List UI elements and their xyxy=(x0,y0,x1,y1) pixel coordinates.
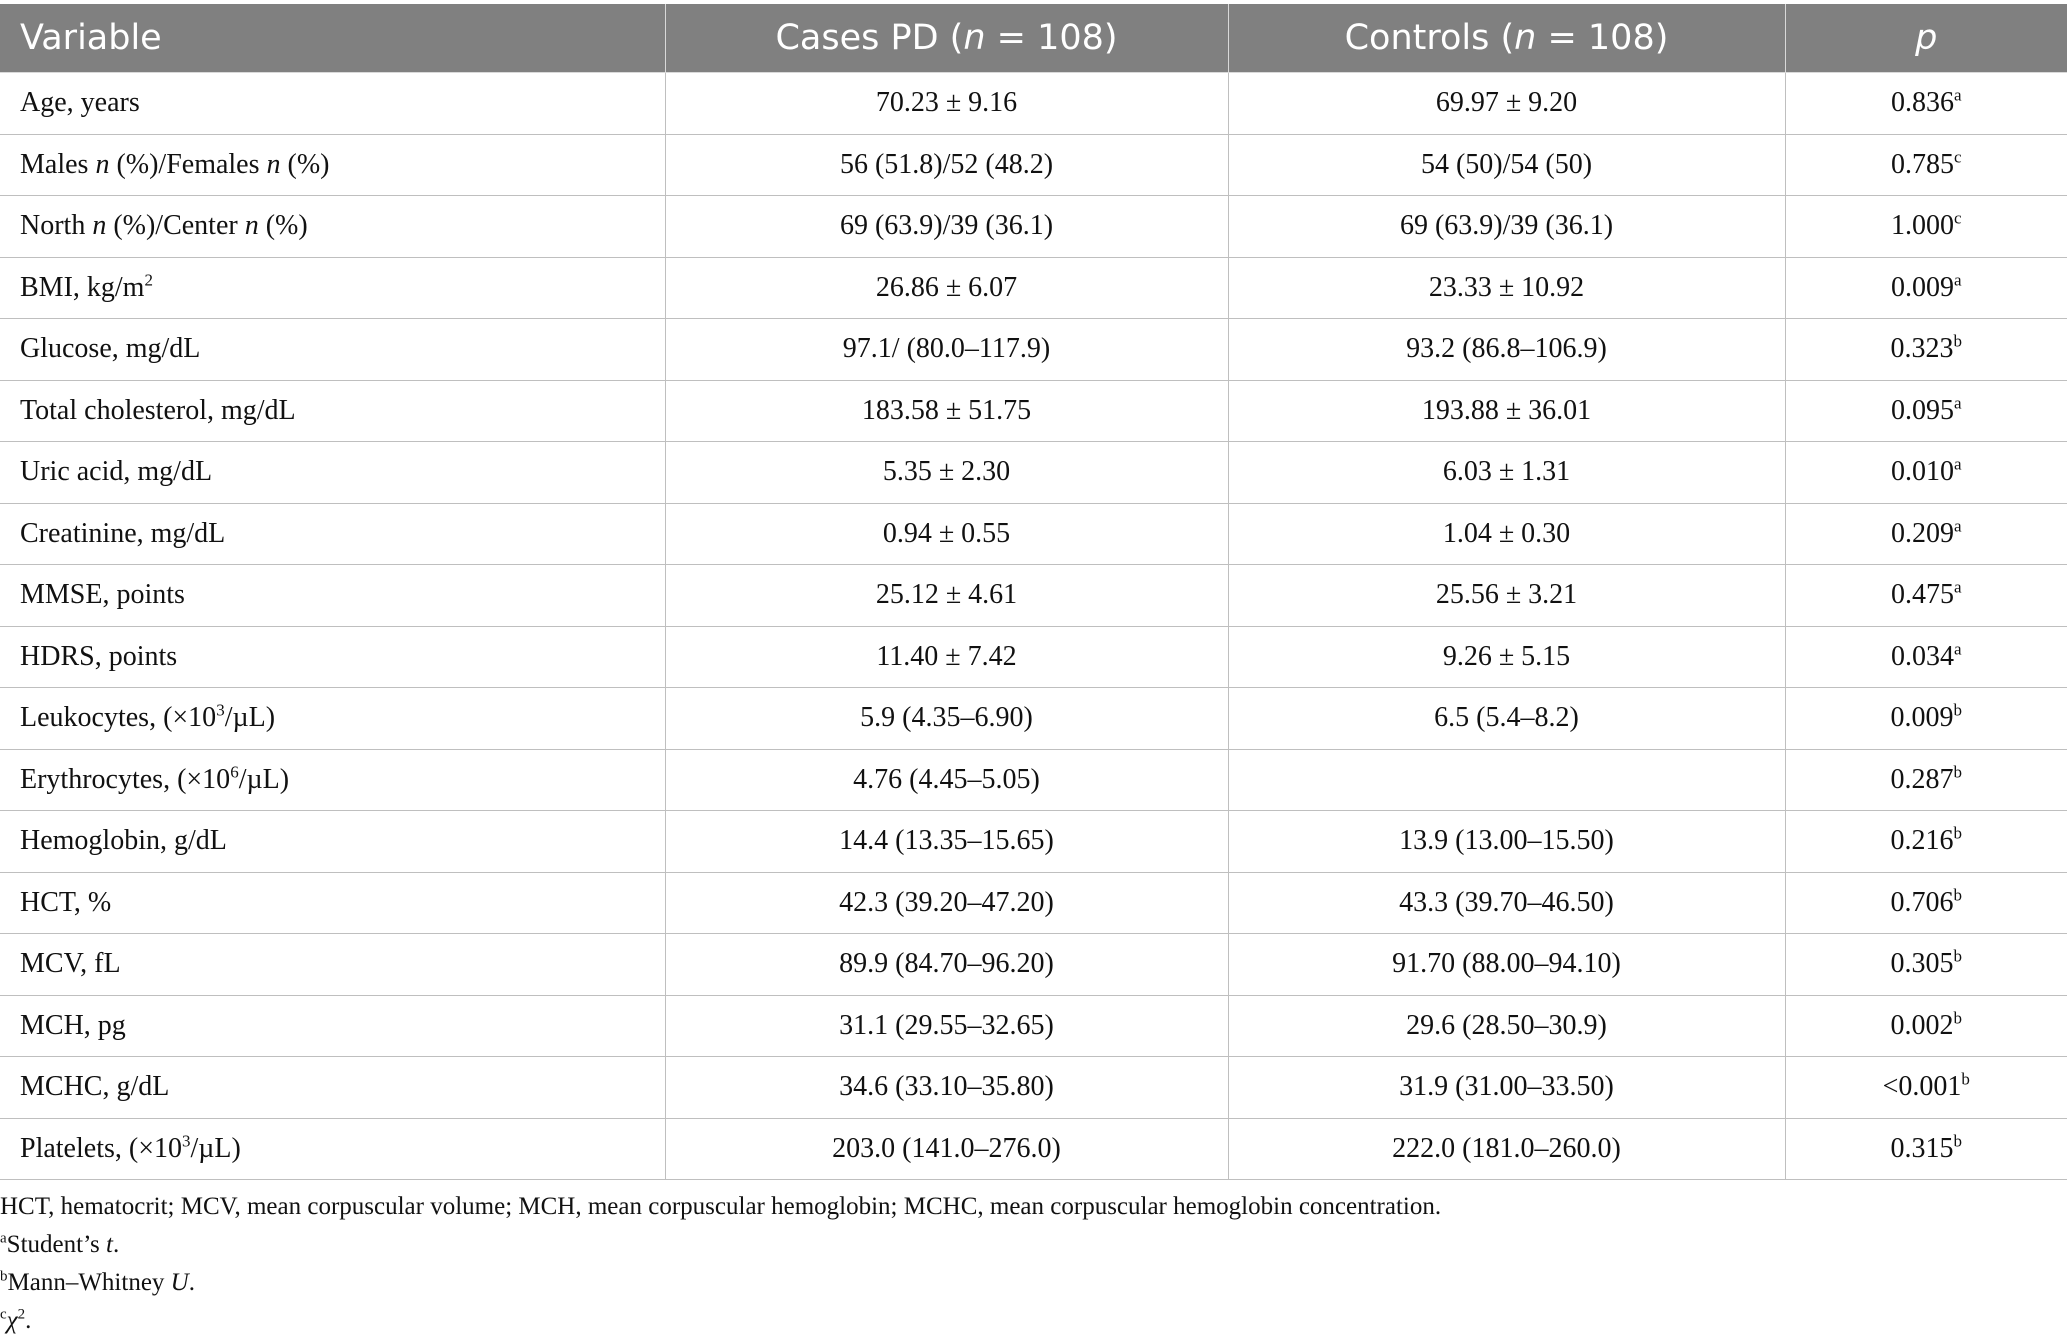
p-value-text: 0.209 xyxy=(1890,517,1954,549)
table-footnotes xyxy=(0,1188,1441,1340)
table-row xyxy=(0,380,2067,442)
p-value-test-marker: b xyxy=(1953,1131,1962,1151)
table-row xyxy=(0,688,2067,750)
cell-p-value xyxy=(1785,196,2067,258)
cell-p-value xyxy=(1785,995,2067,1057)
text-segment: HCT, % xyxy=(20,886,112,918)
cell-variable xyxy=(0,257,665,319)
p-value-text: 0.287 xyxy=(1890,763,1954,795)
p-value-test-marker: a xyxy=(1953,393,1962,413)
table-row xyxy=(0,995,2067,1057)
text-segment: HDRS, points xyxy=(20,640,178,672)
p-value-text: 0.785 xyxy=(1890,148,1954,180)
italic-text: n xyxy=(92,210,107,242)
cell-cases: 25.12 ± 4.61 xyxy=(665,565,1228,627)
text-segment: Age, years xyxy=(20,87,140,119)
text-segment: (%) xyxy=(258,210,308,242)
text-segment: Student’s xyxy=(6,1231,106,1258)
results-table xyxy=(0,4,2067,1180)
cell-variable xyxy=(0,442,665,504)
cell-controls: 6.5 (5.4–8.2) xyxy=(1228,688,1785,750)
text-segment: MMSE, points xyxy=(20,579,185,611)
italic-text: n xyxy=(244,210,259,242)
cell-p-value xyxy=(1785,134,2067,196)
table-row xyxy=(0,442,2067,504)
p-value-text: 0.315 xyxy=(1890,1132,1954,1164)
cell-variable xyxy=(0,565,665,627)
cell-controls: 13.9 (13.00–15.50) xyxy=(1228,811,1785,873)
p-value-test-marker: b xyxy=(1961,1069,1970,1089)
text-segment: /µL) xyxy=(238,763,290,795)
cell-cases: 5.35 ± 2.30 xyxy=(665,442,1228,504)
cell-cases: 89.9 (84.70–96.20) xyxy=(665,934,1228,996)
italic-text: n xyxy=(266,148,281,180)
cell-cases: 69 (63.9)/39 (36.1) xyxy=(665,196,1228,258)
p-value-text: 0.475 xyxy=(1890,579,1954,611)
cell-variable xyxy=(0,503,665,565)
cell-controls: 54 (50)/54 (50) xyxy=(1228,134,1785,196)
p-value-text: 0.836 xyxy=(1890,87,1954,119)
header-cases-n: n xyxy=(963,18,986,58)
header-controls xyxy=(1228,4,1785,73)
p-value-test-marker: b xyxy=(1953,1008,1962,1028)
header-cases xyxy=(665,4,1228,73)
cell-variable xyxy=(0,196,665,258)
cell-controls: 69.97 ± 9.20 xyxy=(1228,73,1785,135)
table-row xyxy=(0,257,2067,319)
header-variable: Variable xyxy=(0,4,665,73)
cell-controls: 23.33 ± 10.92 xyxy=(1228,257,1785,319)
text-segment: BMI, kg/m xyxy=(20,271,145,303)
cell-controls: 193.88 ± 36.01 xyxy=(1228,380,1785,442)
p-value-text: 0.009 xyxy=(1890,271,1954,303)
cell-cases: 14.4 (13.35–15.65) xyxy=(665,811,1228,873)
text-segment: Uric acid, mg/dL xyxy=(20,456,213,488)
cell-variable xyxy=(0,380,665,442)
cell-variable xyxy=(0,1057,665,1119)
header-cases-suffix: = 108) xyxy=(985,18,1118,58)
cell-cases: 11.40 ± 7.42 xyxy=(665,626,1228,688)
text-segment: . xyxy=(25,1307,32,1334)
text-segment: /µL) xyxy=(224,702,276,734)
cell-p-value xyxy=(1785,1057,2067,1119)
text-segment: Creatinine, mg/dL xyxy=(20,517,226,549)
cell-variable xyxy=(0,1118,665,1180)
text-segment: (%)/Center xyxy=(106,210,245,242)
p-value-text: 0.010 xyxy=(1890,456,1954,488)
cell-variable xyxy=(0,626,665,688)
footnote-line xyxy=(0,1302,1441,1340)
p-value-text: 0.009 xyxy=(1890,702,1954,734)
superscript: 6 xyxy=(230,762,239,782)
text-segment: MCHC, g/dL xyxy=(20,1071,170,1103)
cell-p-value xyxy=(1785,565,2067,627)
p-value-test-marker: c xyxy=(1953,208,1962,228)
p-value-text: 0.323 xyxy=(1890,333,1954,365)
cell-p-value xyxy=(1785,811,2067,873)
table-row xyxy=(0,134,2067,196)
text-segment: (%)/Females xyxy=(109,148,267,180)
table-row xyxy=(0,196,2067,258)
p-value-test-marker: b xyxy=(1953,700,1962,720)
table-row xyxy=(0,626,2067,688)
cell-p-value xyxy=(1785,749,2067,811)
table-row xyxy=(0,749,2067,811)
cell-p-value xyxy=(1785,872,2067,934)
header-controls-prefix: Controls ( xyxy=(1344,18,1515,58)
table-row xyxy=(0,934,2067,996)
cell-cases: 0.94 ± 0.55 xyxy=(665,503,1228,565)
text-segment: MCH, pg xyxy=(20,1009,126,1041)
cell-controls: 1.04 ± 0.30 xyxy=(1228,503,1785,565)
p-value-test-marker: b xyxy=(1953,823,1962,843)
cell-p-value xyxy=(1785,257,2067,319)
cell-controls xyxy=(1228,749,1785,811)
superscript: b xyxy=(0,1268,8,1285)
italic-text: t xyxy=(106,1231,113,1258)
p-value-test-marker: b xyxy=(1953,331,1962,351)
p-value-text: 0.305 xyxy=(1890,948,1954,980)
footnote-line xyxy=(0,1188,1441,1226)
table-body xyxy=(0,73,2067,1180)
text-segment: North xyxy=(20,210,93,242)
cell-cases: 34.6 (33.10–35.80) xyxy=(665,1057,1228,1119)
text-segment: MCV, fL xyxy=(20,948,121,980)
cell-p-value xyxy=(1785,626,2067,688)
p-value-text: 0.095 xyxy=(1890,394,1954,426)
cell-cases: 203.0 (141.0–276.0) xyxy=(665,1118,1228,1180)
p-value-test-marker: a xyxy=(1953,454,1962,474)
text-segment: /µL) xyxy=(190,1132,241,1164)
table-row xyxy=(0,872,2067,934)
table-row xyxy=(0,565,2067,627)
table-row xyxy=(0,1118,2067,1180)
p-value-test-marker: a xyxy=(1953,577,1962,597)
p-value-text: 0.002 xyxy=(1890,1009,1954,1041)
footnote-line xyxy=(0,1264,1441,1302)
p-value-test-marker: a xyxy=(1953,516,1962,536)
cell-variable xyxy=(0,995,665,1057)
cell-p-value xyxy=(1785,688,2067,750)
superscript: c xyxy=(0,1306,7,1323)
cell-cases: 42.3 (39.20–47.20) xyxy=(665,872,1228,934)
p-value-text: 0.706 xyxy=(1890,886,1954,918)
cell-controls: 93.2 (86.8–106.9) xyxy=(1228,319,1785,381)
cell-variable xyxy=(0,749,665,811)
cell-controls: 91.70 (88.00–94.10) xyxy=(1228,934,1785,996)
cell-p-value xyxy=(1785,73,2067,135)
table-row xyxy=(0,73,2067,135)
cell-controls: 31.9 (31.00–33.50) xyxy=(1228,1057,1785,1119)
italic-text: U xyxy=(170,1269,189,1296)
p-value-text: 0.216 xyxy=(1890,825,1954,857)
p-value-test-marker: b xyxy=(1953,885,1962,905)
text-segment: Platelets, (×10 xyxy=(20,1132,182,1164)
cell-variable xyxy=(0,934,665,996)
cell-controls: 29.6 (28.50–30.9) xyxy=(1228,995,1785,1057)
text-segment: . xyxy=(112,1231,120,1258)
table-header-row xyxy=(0,4,2067,73)
cell-variable xyxy=(0,319,665,381)
cell-variable xyxy=(0,134,665,196)
cell-p-value xyxy=(1785,1118,2067,1180)
text-segment: (%) xyxy=(280,148,330,180)
p-value-test-marker: b xyxy=(1953,946,1962,966)
cell-cases: 70.23 ± 9.16 xyxy=(665,73,1228,135)
cell-controls: 222.0 (181.0–260.0) xyxy=(1228,1118,1785,1180)
p-value-text: 0.034 xyxy=(1890,640,1954,672)
p-value-test-marker: c xyxy=(1953,147,1962,167)
footnote-line xyxy=(0,1226,1441,1264)
p-value-test-marker: a xyxy=(1953,270,1962,290)
cell-variable xyxy=(0,688,665,750)
header-controls-n: n xyxy=(1514,18,1537,58)
header-controls-suffix: = 108) xyxy=(1536,18,1669,58)
cell-cases: 183.58 ± 51.75 xyxy=(665,380,1228,442)
p-value-test-marker: a xyxy=(1953,85,1962,105)
cell-p-value xyxy=(1785,442,2067,504)
table-row xyxy=(0,1057,2067,1119)
text-segment: Erythrocytes, (×10 xyxy=(20,763,231,795)
cell-variable xyxy=(0,73,665,135)
cell-p-value xyxy=(1785,503,2067,565)
cell-controls: 69 (63.9)/39 (36.1) xyxy=(1228,196,1785,258)
cell-cases: 97.1/ (80.0–117.9) xyxy=(665,319,1228,381)
superscript: a xyxy=(0,1230,7,1247)
superscript: 3 xyxy=(181,1131,191,1151)
table-row xyxy=(0,503,2067,565)
cell-controls: 43.3 (39.70–46.50) xyxy=(1228,872,1785,934)
text-segment: Hemoglobin, g/dL xyxy=(20,825,227,857)
superscript: 2 xyxy=(144,270,153,290)
text-segment: . xyxy=(188,1269,195,1296)
cell-controls: 6.03 ± 1.31 xyxy=(1228,442,1785,504)
cell-variable xyxy=(0,872,665,934)
cell-p-value xyxy=(1785,934,2067,996)
table-row xyxy=(0,319,2067,381)
cell-p-value xyxy=(1785,380,2067,442)
text-segment: Males xyxy=(20,148,96,180)
text-segment: Mann–Whitney xyxy=(7,1269,171,1296)
cell-controls: 9.26 ± 5.15 xyxy=(1228,626,1785,688)
superscript: 3 xyxy=(216,700,225,720)
cell-p-value xyxy=(1785,319,2067,381)
cell-cases: 31.1 (29.55–32.65) xyxy=(665,995,1228,1057)
p-value-test-marker: b xyxy=(1953,762,1962,782)
header-p-value: p xyxy=(1785,4,2067,73)
text-segment: Glucose, mg/dL xyxy=(20,333,201,365)
text-segment: Total cholesterol, mg/dL xyxy=(20,394,296,426)
text-segment: Leukocytes, (×10 xyxy=(20,702,217,734)
p-value-text: <0.001 xyxy=(1882,1071,1962,1103)
header-cases-prefix: Cases PD ( xyxy=(775,18,964,58)
p-value-text: 1.000 xyxy=(1890,210,1954,242)
superscript: 2 xyxy=(17,1306,26,1323)
p-value-test-marker: a xyxy=(1953,639,1962,659)
cell-cases: 5.9 (4.35–6.90) xyxy=(665,688,1228,750)
text-segment: HCT, hematocrit; MCV, mean corpuscular volume; MCH, mean corpuscular hemoglobin; MCHC, mean corpuscular hemoglobin concentration. xyxy=(0,1193,1442,1220)
italic-text: χ xyxy=(6,1307,18,1334)
table-row xyxy=(0,811,2067,873)
cell-cases: 4.76 (4.45–5.05) xyxy=(665,749,1228,811)
italic-text: n xyxy=(95,148,110,180)
cell-controls: 25.56 ± 3.21 xyxy=(1228,565,1785,627)
cell-cases: 26.86 ± 6.07 xyxy=(665,257,1228,319)
cell-cases: 56 (51.8)/52 (48.2) xyxy=(665,134,1228,196)
cell-variable xyxy=(0,811,665,873)
